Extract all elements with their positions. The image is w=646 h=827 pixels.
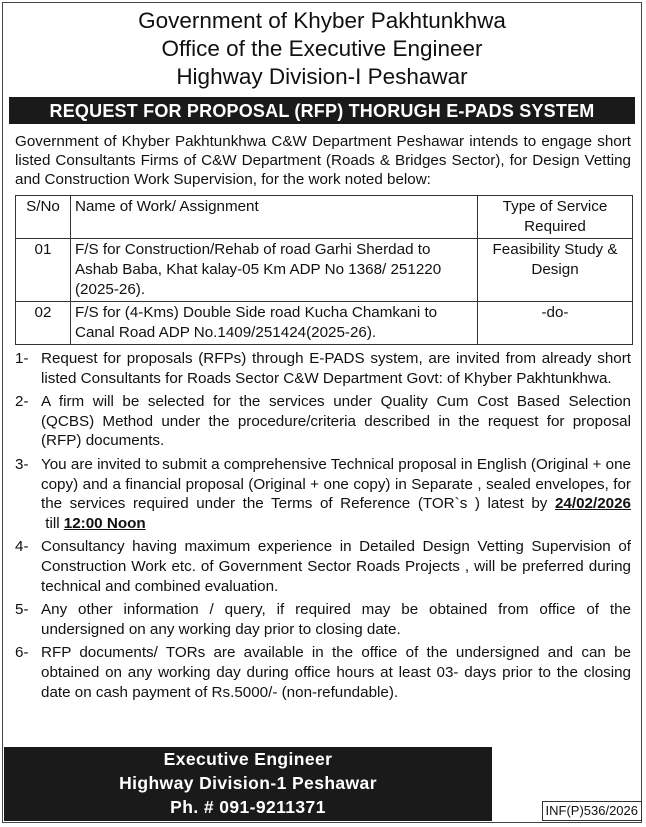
list-item	[15, 349, 631, 388]
row-sno: 01	[16, 239, 71, 302]
term-number: 3-	[15, 455, 29, 473]
row-type: -do-	[478, 302, 633, 345]
table-row	[16, 239, 633, 302]
list-item	[15, 537, 631, 596]
works-table	[15, 195, 633, 345]
header-sno: S/No	[16, 196, 71, 239]
term-number: 5-	[15, 601, 29, 619]
row-type: Feasibility Study & Design	[478, 239, 633, 302]
signatory-title: Executive Engineer	[163, 749, 333, 769]
terms-list	[15, 349, 631, 702]
row-name: F/S for Construction/Rehab of road Garhi Sherdad to Ashab Baba, Khat kalay-05 Km ADP No 1368/ 251220 (2025-26).	[71, 239, 478, 302]
list-item	[15, 643, 631, 702]
header-government: Government of Khyber Pakhtunkhwa	[138, 8, 506, 33]
signature-footer	[4, 747, 642, 823]
advertisement-frame	[2, 2, 642, 823]
rfp-banner: REQUEST FOR PROPOSAL (RFP) THORUGH E-PADS SYSTEM	[9, 97, 635, 124]
closing-time: 12:00 Noon	[63, 514, 146, 532]
office-header	[3, 7, 641, 91]
closing-date: 24/02/2026	[554, 495, 631, 513]
header-division: Highway Division-I Peshawar	[176, 64, 468, 89]
table-row	[16, 302, 633, 345]
term-text: Consultancy having maximum experience in Detailed Design Vetting Supervision of Construction Work etc. of Government Sector Roads Projects , will be preferred during technical and combined evaluation.	[41, 538, 631, 595]
list-item	[15, 600, 631, 639]
header-type-of-service: Type of Service Required	[478, 196, 633, 239]
row-sno: 02	[16, 302, 71, 345]
list-item	[15, 392, 631, 451]
signatory-phone: Ph. # 091-9211371	[170, 797, 326, 817]
term-number: 4-	[15, 538, 29, 556]
intro-paragraph: Government of Khyber Pakhtunkhwa C&W Department Peshawar intends to engage short listed Consultants Firms of C&W Department (Roads & Bridges Sector), for Design Vetting and Construction Work Supervision, for the work noted below:	[15, 133, 631, 188]
header-office: Office of the Executive Engineer	[161, 36, 483, 61]
term-text: Any other information / query, if required may be obtained from office of the undersigned on any working day prior to closing date.	[41, 601, 631, 638]
term-connector: till	[41, 514, 64, 532]
row-name: F/S for (4-Kms) Double Side road Kucha Chamkani to Canal Road ADP No.1409/251424(2025-26).	[71, 302, 478, 345]
term-text: A firm will be selected for the services under Quality Cum Cost Based Selection (QCBS) Method under the procedure/criteria described in the request for proposal (RFP) documents.	[41, 393, 631, 450]
table-header-row	[16, 196, 633, 239]
term-number: 2-	[15, 393, 29, 411]
term-number: 1-	[15, 350, 29, 367]
term-text: Request for proposals (RFPs) through E-PADS system, are invited from already short listed Consultants for Roads Sector C&W Department Govt: of Khyber Pakhtunkhwa.	[41, 350, 631, 387]
term-text: RFP documents/ TORs are available in the office of the undersigned and can be obtained on any working day during office hours at least 03- days prior to the closing date on cash payment of Rs.5000/- (non-refundable).	[41, 644, 631, 701]
list-item	[15, 455, 631, 533]
executive-engineer-block	[4, 747, 492, 821]
inf-reference: INF(P)536/2026	[542, 801, 643, 821]
header-name-of-work: Name of Work/ Assignment	[71, 196, 478, 239]
term-text: You are invited to submit a comprehensive Technical proposal in English (Original + one copy) and a financial proposal (Original + one copy) in Separate , sealed envelopes, for the services required under the Terms of Reference (TOR`s ) latest by	[41, 455, 631, 513]
term-number: 6-	[15, 644, 29, 662]
signatory-division: Highway Division-1 Peshawar	[119, 773, 377, 793]
